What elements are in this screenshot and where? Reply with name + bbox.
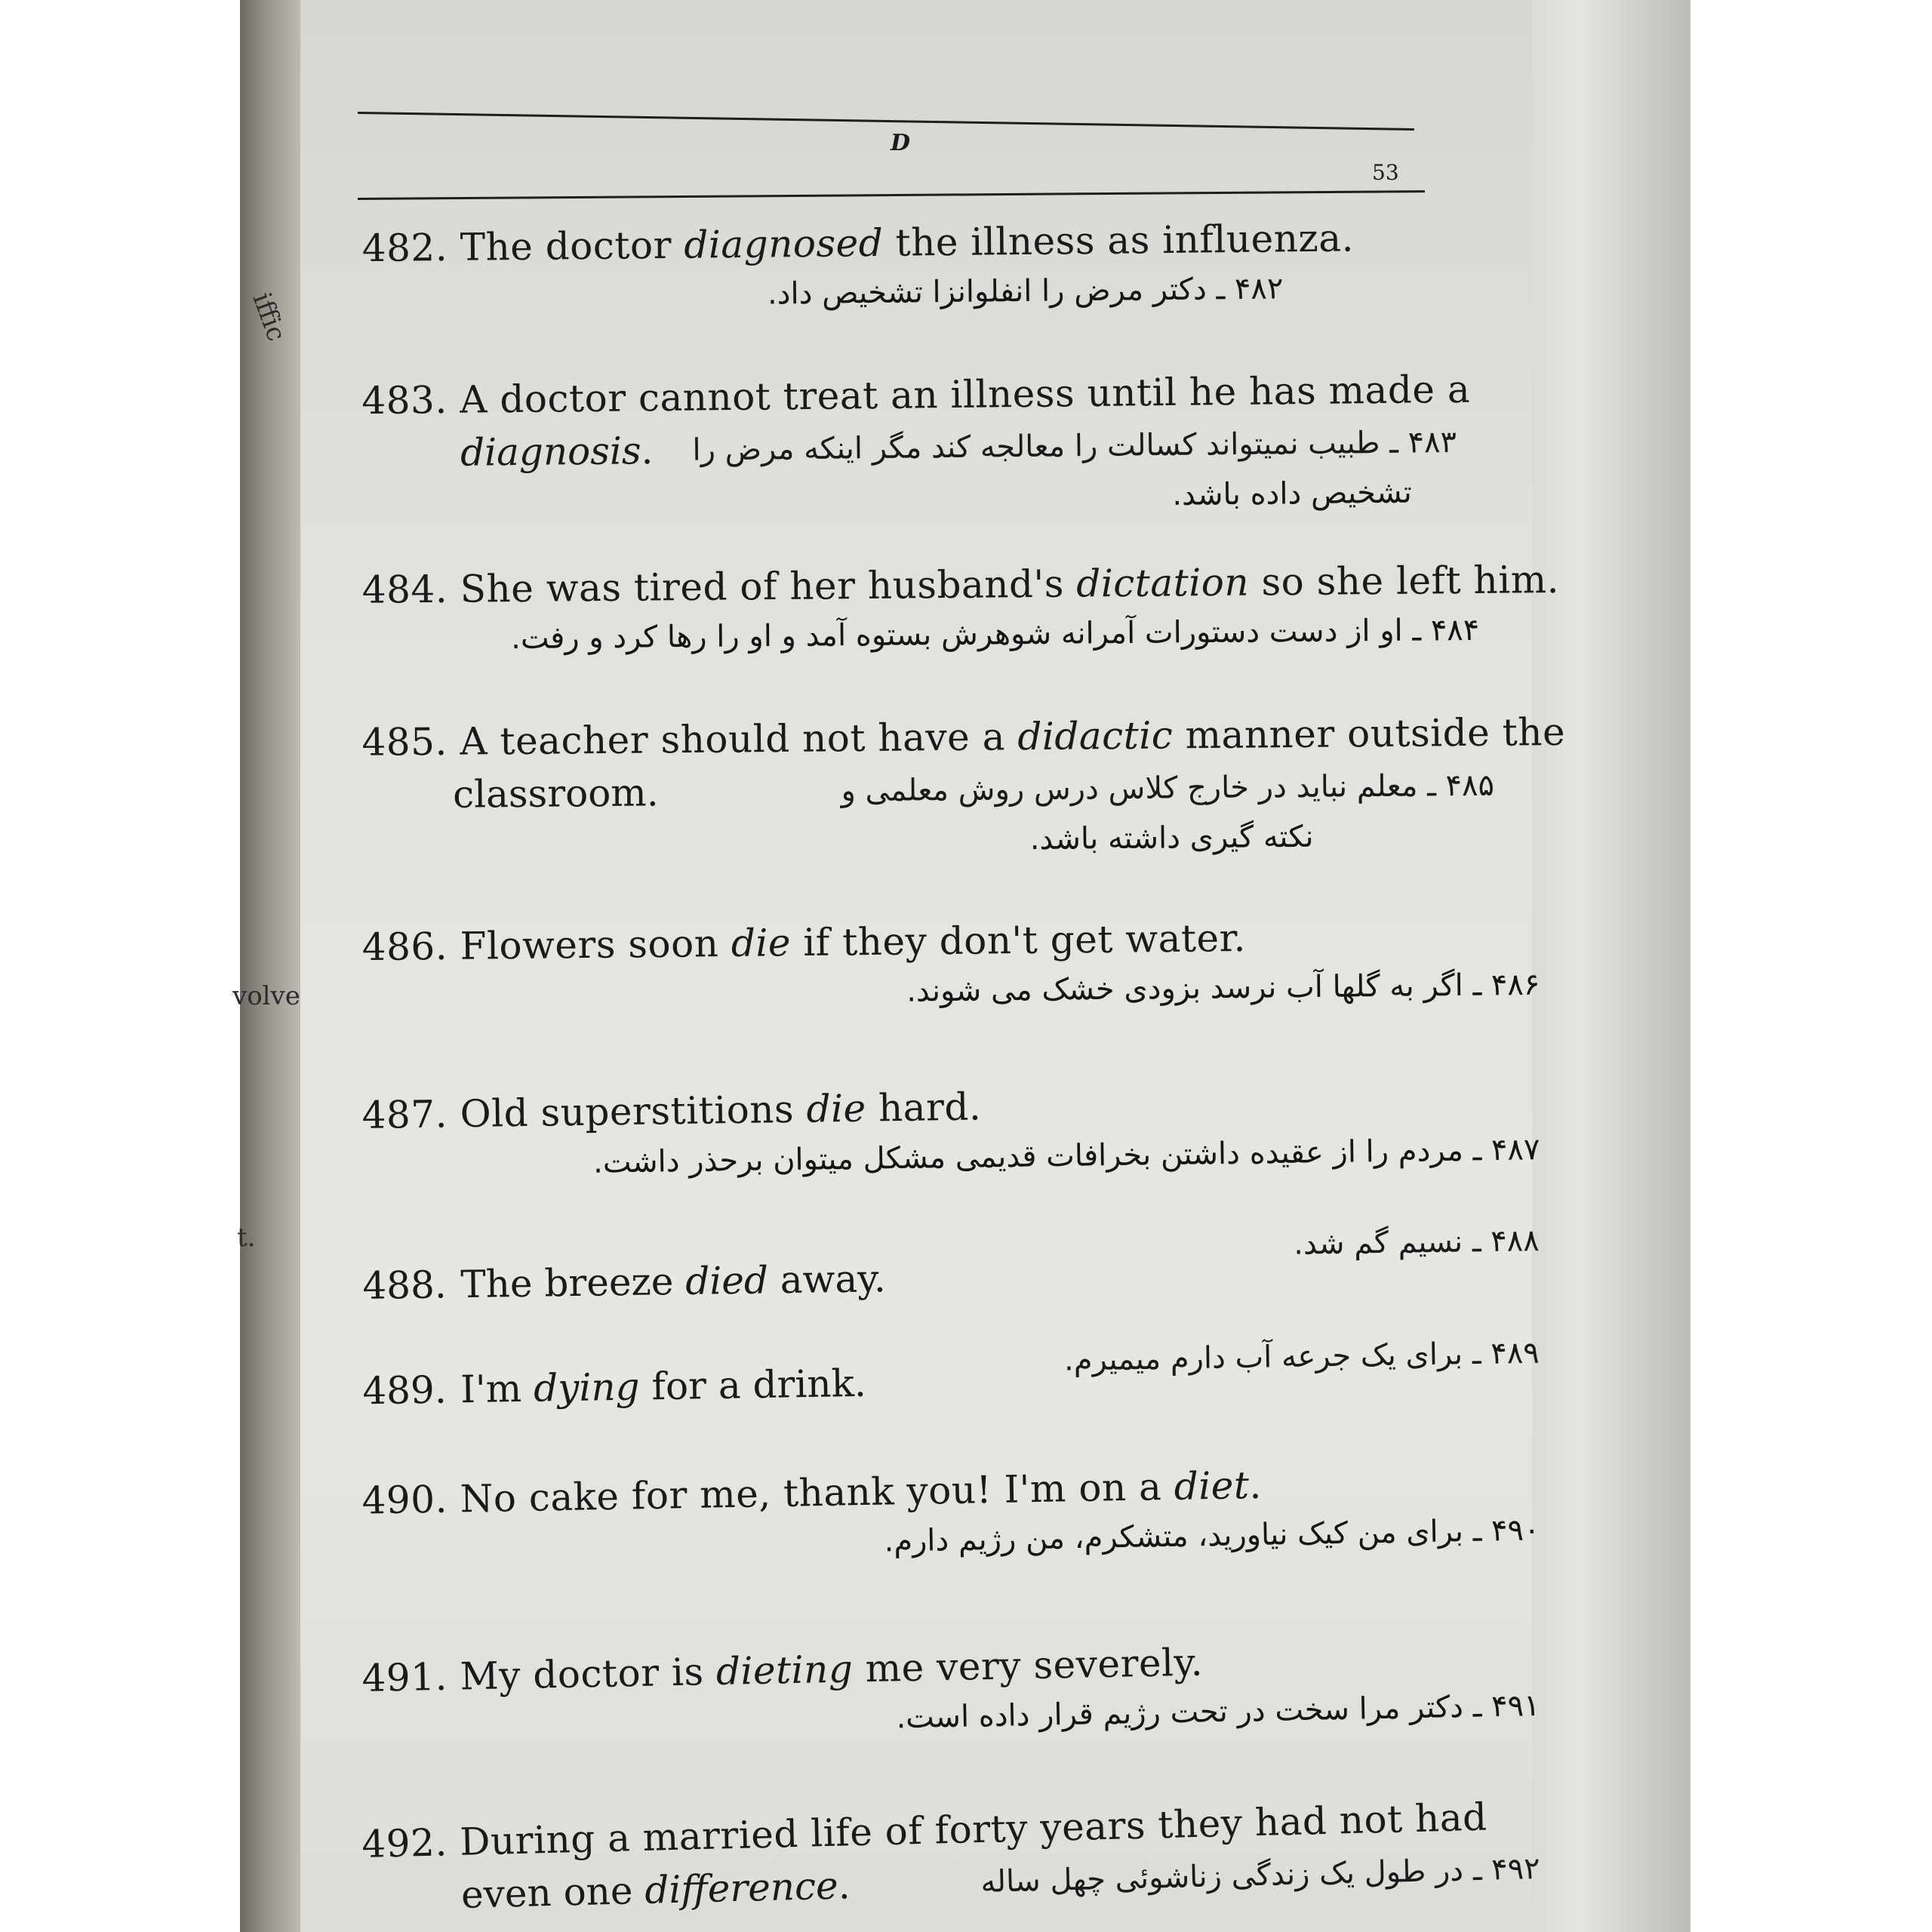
left-page-fragment: volve (232, 981, 300, 1011)
english-sentence: 491. My doctor is dieting me very severely. (361, 1629, 1540, 1705)
entry-number: 486. (361, 924, 448, 970)
entry-490 (361, 1454, 1540, 1574)
entry-number: 492. (361, 1820, 448, 1867)
entry-number: 490. (361, 1477, 448, 1523)
entry-number: 489. (361, 1367, 448, 1414)
keyword: die (731, 921, 792, 966)
keyword: dictation (1076, 560, 1250, 606)
entry-488 (361, 1214, 1540, 1312)
persian-translation: ۴۸۹ ـ برای یک جرعه آب دارم میمیرم. (1063, 1335, 1540, 1378)
entry-number: 487. (361, 1092, 448, 1137)
english-sentence: 487. Old superstitions die hard. (361, 1072, 1540, 1142)
persian-translation: ۴۸۳ ـ طبیب نمیتواند کسالت را معالجه کند مگر اینکه مرض را (692, 424, 1457, 468)
entry-number: 485. (361, 719, 448, 764)
persian-translation: ۴۸۴ ـ او از دست دستورات آمرانه شوهرش بستوه آمد و او را رها کرد و رفت. (510, 612, 1480, 657)
persian-translation: ۴۸۶ ـ اگر به گلها آب نرسد بزودی خشک می شوند. (906, 967, 1540, 1009)
english-sentence: 489. I'm dying for a drink. (361, 1337, 866, 1417)
entry-483 (361, 362, 1540, 527)
english-sentence: 492. During a married life of forty years they had not had (361, 1789, 1540, 1871)
left-page-fragment: t. (237, 1223, 256, 1253)
english-sentence: 488. The breeze died away. (361, 1223, 886, 1312)
english-sentence: 483. A doctor cannot treat an illness until he has made a (361, 362, 1540, 427)
persian-translation: ۴۸۸ ـ نسیم گم شد. (1293, 1223, 1540, 1262)
persian-translation: ۴۹۰ ـ برای من کیک نیاورید، متشکرم، من رژیم دارم. (884, 1512, 1540, 1559)
english-sentence: 484. She was tired of her husband's dictation so she left him. (361, 553, 1540, 617)
persian-translation-cont: تشخیص داده باشد. (1172, 475, 1412, 512)
entry-number: 483. (361, 377, 448, 423)
persian-translation: ۴۸۵ ـ معلم نباید در خارج کلاس درس روش معلمی و (841, 768, 1495, 809)
english-sentence-cont: classroom. (452, 771, 659, 817)
persian-translation-cont: نکته گیری داشته باشد. (1029, 819, 1314, 857)
english-sentence-cont: even one difference. (460, 1863, 851, 1917)
entry-number: 491. (361, 1654, 448, 1700)
left-page-fragment: iffic (246, 288, 292, 346)
entry-484 (361, 553, 1560, 663)
entry-number: 488. (361, 1263, 448, 1308)
english-sentence: 486. Flowers soon die if they don't get water. (361, 909, 1540, 974)
header-letter: D (891, 130, 911, 156)
page-stack-edge (1532, 0, 1690, 1932)
persian-translation: ۴۸۲ ـ دکتر مرض را انفلوانزا تشخیص داد. (767, 271, 1284, 312)
entry-number: 484. (361, 567, 448, 612)
persian-translation: ۴۹۱ ـ دکتر مرا سخت در تحت رژیم قرار داده است. (896, 1688, 1540, 1736)
keyword: diagnosed (684, 220, 884, 267)
entry-486 (361, 909, 1540, 1020)
entry-487 (361, 1072, 1540, 1190)
keyword: didactic (1017, 713, 1174, 759)
keyword: diagnosis (460, 429, 641, 475)
persian-translation: ۴۸۷ ـ مردم را از عقیده داشتن بخرافات قدیمی مشکل میتوان برحذر داشت. (592, 1132, 1540, 1180)
keyword: dieting (715, 1647, 854, 1694)
english-sentence: 490. No cake for me, thank you! I'm on a diet. (361, 1454, 1540, 1527)
keyword: die (806, 1086, 867, 1131)
entry-number: 482. (361, 225, 448, 271)
keyword: dying (533, 1364, 640, 1411)
keyword: diet (1174, 1463, 1250, 1509)
left-page-edge (232, 0, 309, 1932)
english-sentence: 485. A teacher should not have a didactic manner outside the (361, 706, 1540, 769)
keyword: difference (644, 1863, 839, 1912)
page-number: 53 (1372, 160, 1399, 185)
entry-485 (361, 706, 1566, 869)
persian-translation: ۴۹۲ ـ در طول یک زندگی زناشوئی چهل ساله (980, 1850, 1541, 1900)
entry-482 (361, 210, 1540, 321)
keyword: died (685, 1258, 769, 1303)
english-sentence-cont: diagnosis. (460, 429, 654, 475)
english-sentence: 482. The doctor diagnosed the illness as influenza. (361, 210, 1540, 275)
